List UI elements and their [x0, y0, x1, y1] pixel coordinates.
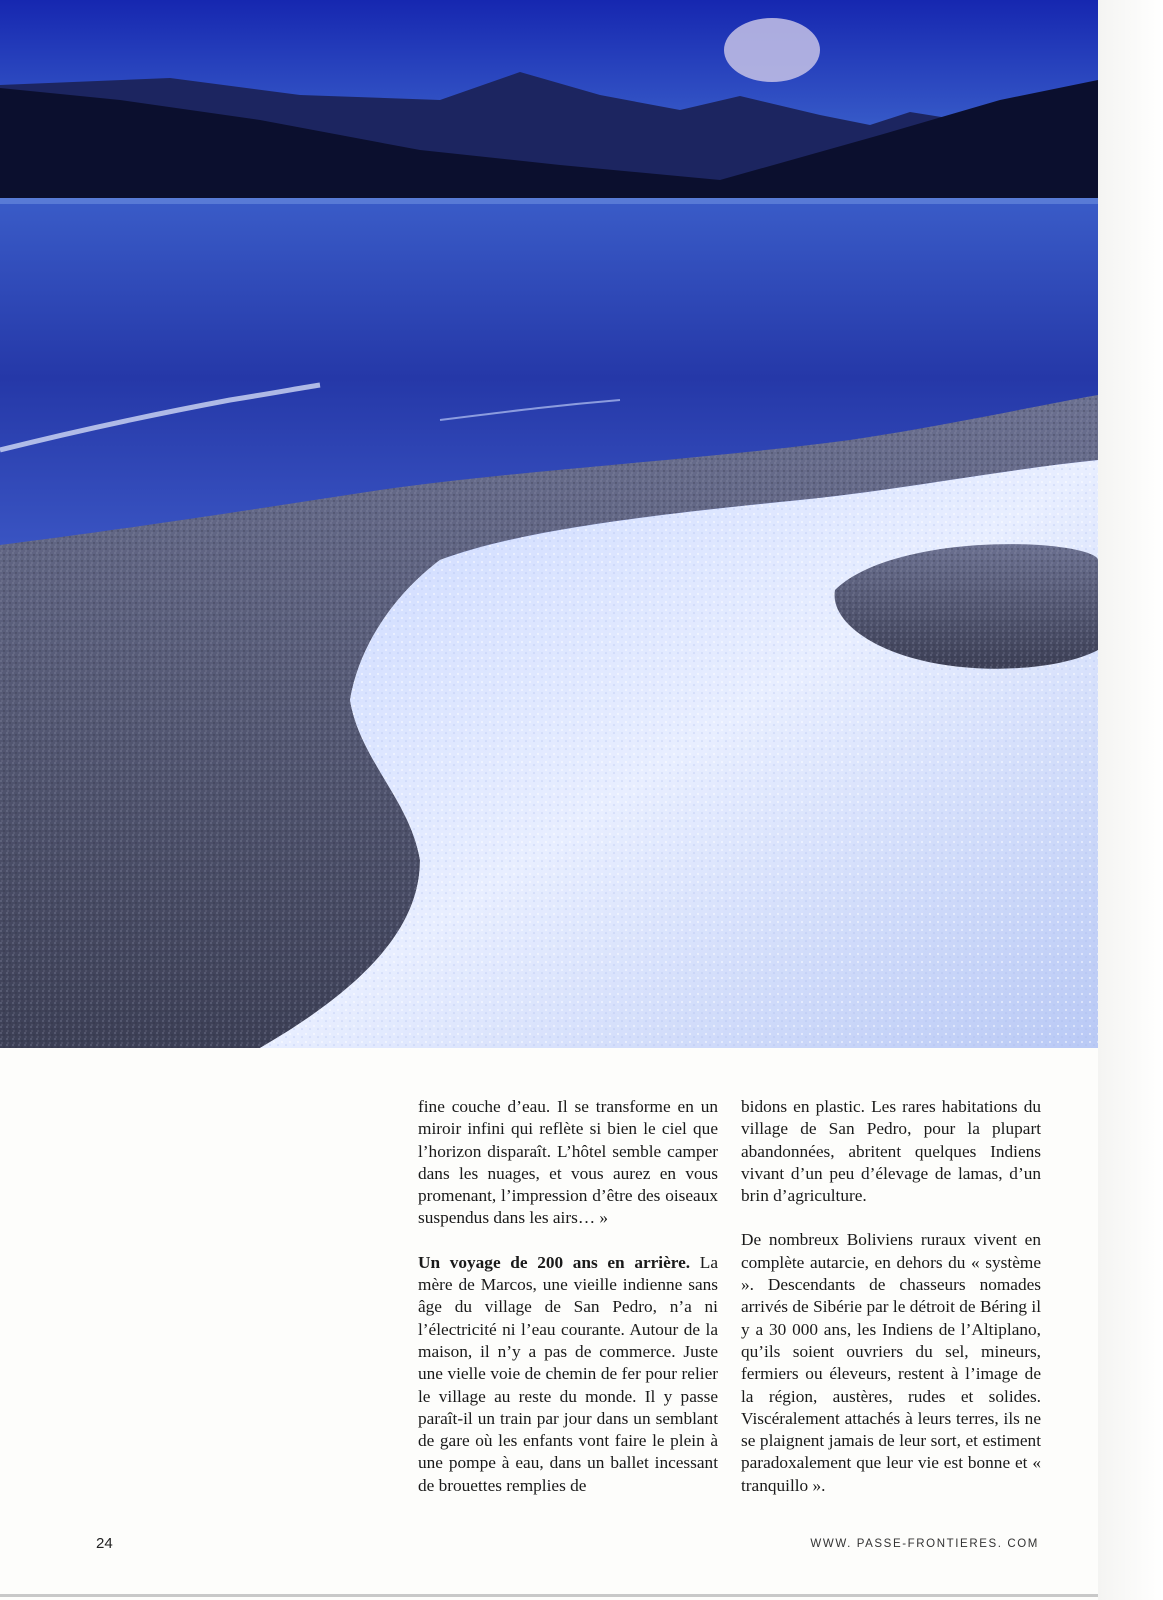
article-column-right: [741, 1096, 1041, 1497]
paragraph: De nombreux Boliviens ruraux vivent en complète autarcie, en dehors du « système ». Descendants de chasseurs nomades arrivés de Sibérie par le détroit de Béring il y a 30 000 ans, les Indiens de l’Altiplano, qu’ils soient ouvriers du sel, mineurs, fermiers ou éleveurs, restent à l’image de la région, austères, rudes et solides. Viscéralement attachés à leurs terres, ils ne se plaignent jamais de leur sort, et estiment paradoxalement que leur vie est bonne et « tranquillo ».: [741, 1230, 1041, 1495]
page-margin: [1098, 0, 1163, 1600]
paragraph: bidons en plastic. Les rares habitations du village de San Pedro, pour la plupart abandonnées, abritent quelques Indiens vivant d’un peu d’élevage de lamas, d’un brin d’agriculture.: [741, 1097, 1041, 1206]
article-column-left: [418, 1096, 718, 1497]
section-lead: Un voyage de 200 ans en arrière.: [418, 1252, 691, 1272]
bottom-divider: [0, 1594, 1098, 1597]
paragraph: fine couche d’eau. Il se transforme en un miroir infini qui reflète si bien le ciel que l’horizon disparaît. L’hôtel semble camper dans les nuages, et vous aurez en vous promenant, l’impression d’être des oiseaux suspendus dans les airs… »: [418, 1097, 718, 1228]
paragraph-body: La mère de Marcos, une vieille indienne sans âge du village de San Pedro, n’a ni l’électricité ni l’eau courante. Autour de la maison, il n’y a pas de commerce. Juste une vielle voie de chemin de fer pour relier le village au reste du monde. Il y passe paraît-il un train par jour dans un semblant de gare où les enfants vont faire le plein à une pompe à eau, dans un ballet incessant de brouettes remplies de: [418, 1252, 718, 1495]
page-number: 24: [96, 1535, 113, 1552]
paragraph: [418, 1252, 718, 1497]
footer-url: WWW. PASSE-FRONTIERES. COM: [810, 1538, 1039, 1550]
